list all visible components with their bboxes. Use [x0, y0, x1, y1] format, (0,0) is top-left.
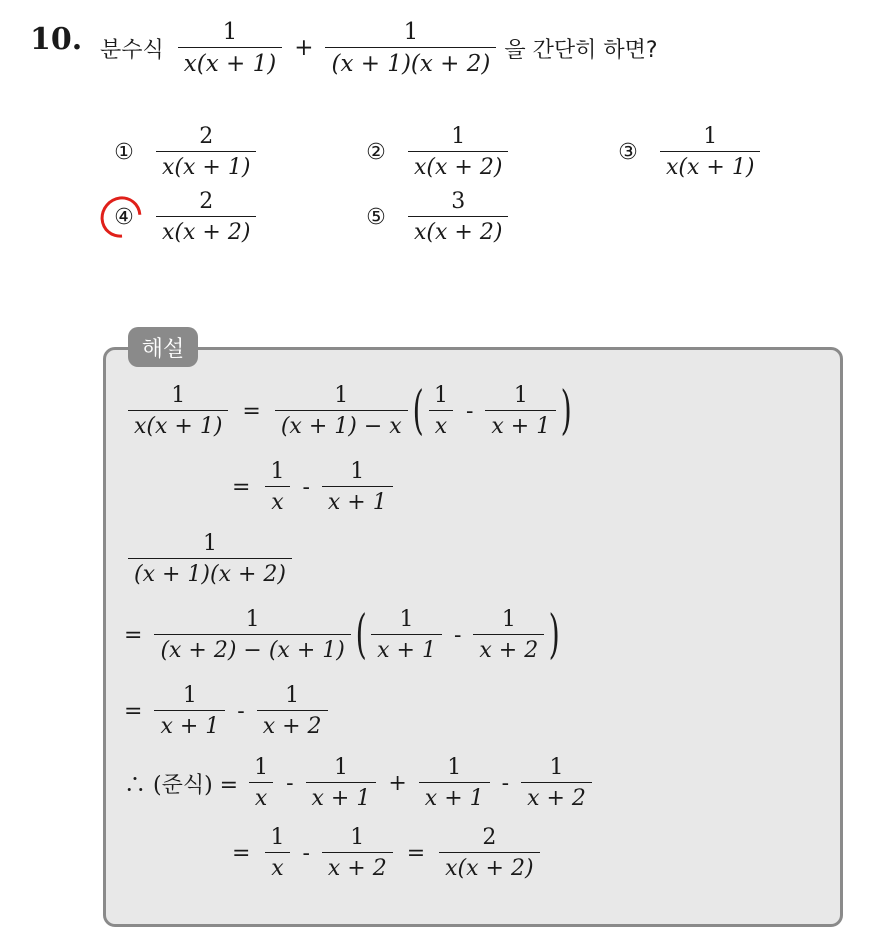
fraction: [322, 825, 393, 882]
fraction-denominator: (x + 1)(x + 2): [325, 47, 496, 77]
solution-tag: 해설: [128, 327, 198, 367]
choice-number: ①: [114, 139, 134, 165]
fraction-denominator: x(x + 2): [408, 216, 508, 245]
question-fraction-1: [178, 19, 282, 78]
fraction-denominator: x: [429, 410, 453, 439]
question-number: 10.: [30, 22, 83, 57]
solution-line-7: [222, 825, 544, 882]
minus-sign: -: [237, 698, 245, 724]
fraction-numerator: 2: [482, 825, 497, 850]
equals-sign: =: [406, 840, 426, 866]
minus-sign: -: [501, 770, 510, 796]
fraction-numerator: 1: [254, 755, 269, 780]
plus-sign: +: [294, 35, 314, 61]
fraction-numerator: 1: [350, 825, 365, 850]
minus-sign: -: [302, 840, 310, 866]
fraction-denominator: x(x + 1): [156, 151, 256, 180]
fraction: [248, 755, 274, 812]
fraction-numerator: 1: [703, 124, 718, 149]
question-fraction-2: [325, 19, 496, 78]
choice-number: ④: [114, 204, 134, 230]
fraction: [485, 383, 556, 440]
fraction: [419, 755, 490, 812]
equals-sign: =: [232, 474, 251, 500]
fraction: [439, 825, 539, 882]
solution-line-1: [124, 383, 573, 440]
fraction-numerator: 1: [171, 383, 186, 408]
fraction-denominator: x(x + 2): [408, 151, 508, 180]
fraction: [154, 683, 225, 740]
fraction: [521, 755, 592, 812]
fraction: [371, 607, 442, 664]
fraction-numerator: 1: [245, 607, 260, 632]
fraction-denominator: x: [265, 486, 289, 515]
fraction-numerator: 1: [202, 531, 217, 556]
question-prefix: 분수식: [100, 37, 164, 63]
therefore-label: ∴ (준식) =: [124, 772, 239, 798]
fraction-numerator: 1: [334, 383, 349, 408]
fraction-numerator: 1: [182, 683, 197, 708]
fraction: [428, 383, 454, 440]
fraction-denominator: x + 1: [322, 486, 393, 515]
choice-3[interactable]: [614, 124, 764, 181]
minus-sign: -: [286, 770, 294, 796]
equals-sign: =: [242, 398, 261, 424]
question-text: [100, 8, 658, 88]
choice-2[interactable]: [362, 124, 512, 181]
fraction: [257, 683, 328, 740]
right-paren: ): [548, 605, 560, 666]
fraction-numerator: 1: [451, 124, 466, 149]
choice-fraction: [408, 189, 508, 246]
fraction-numerator: 1: [501, 607, 516, 632]
left-paren: (: [355, 605, 367, 666]
choice-fraction: [660, 124, 760, 181]
solution-line-4: [124, 607, 561, 664]
fraction-denominator: x + 2: [521, 782, 592, 811]
fraction: [275, 383, 408, 440]
fraction-numerator: 1: [270, 459, 285, 484]
fraction-denominator: x + 1: [371, 634, 442, 663]
fraction-numerator: 1: [399, 607, 414, 632]
choice-fraction: [408, 124, 508, 181]
choice-number: ⑤: [366, 204, 386, 230]
fraction-denominator: x: [249, 782, 273, 811]
fraction: [154, 607, 350, 664]
fraction-denominator: x(x + 1): [128, 410, 228, 439]
question-suffix: 을 간단히 하면?: [504, 37, 658, 63]
choice-5[interactable]: [362, 189, 512, 246]
fraction: [322, 459, 393, 516]
fraction-numerator: 1: [513, 383, 528, 408]
fraction-denominator: x + 1: [154, 710, 225, 739]
fraction-denominator: x + 2: [257, 710, 328, 739]
left-paren: (: [412, 381, 424, 442]
choice-fraction: [156, 189, 256, 246]
fraction-numerator: 1: [447, 755, 462, 780]
fraction-denominator: x + 1: [419, 782, 490, 811]
fraction-numerator: 1: [549, 755, 564, 780]
fraction-denominator: x(x + 1): [178, 47, 282, 77]
right-paren: ): [560, 381, 572, 442]
fraction: [264, 459, 290, 516]
choice-number: ②: [366, 139, 386, 165]
fraction-denominator: x(x + 2): [439, 852, 539, 881]
fraction-denominator: x + 1: [485, 410, 556, 439]
fraction: [128, 531, 292, 588]
fraction-denominator: (x + 2) − (x + 1): [154, 634, 350, 663]
solution-line-2: [222, 459, 397, 516]
fraction-numerator: 3: [451, 189, 466, 214]
solution-line-3: [124, 531, 296, 588]
fraction-numerator: 1: [403, 18, 419, 45]
fraction-denominator: x + 2: [322, 852, 393, 881]
fraction: [473, 607, 544, 664]
solution-line-6: [124, 755, 596, 812]
fraction-denominator: x + 1: [306, 782, 377, 811]
choice-fraction: [156, 124, 256, 181]
fraction-denominator: x(x + 2): [156, 216, 256, 245]
choice-number: ③: [618, 139, 638, 165]
choice-1[interactable]: [110, 124, 260, 181]
fraction: [128, 383, 228, 440]
fraction-numerator: 1: [433, 383, 448, 408]
equals-sign: =: [232, 840, 251, 866]
fraction-numerator: 1: [222, 18, 238, 45]
fraction-numerator: 1: [270, 825, 285, 850]
fraction-numerator: 1: [350, 459, 365, 484]
minus-sign: -: [453, 622, 462, 648]
equals-sign: =: [124, 698, 143, 724]
fraction-numerator: 2: [199, 189, 214, 214]
fraction-denominator: x + 2: [473, 634, 544, 663]
fraction: [306, 755, 377, 812]
minus-sign: -: [302, 474, 310, 500]
fraction-denominator: (x + 1) − x: [275, 410, 408, 439]
plus-sign: +: [388, 770, 407, 796]
solution-line-5: [124, 683, 332, 740]
fraction-denominator: x(x + 1): [660, 151, 760, 180]
fraction-denominator: x: [265, 852, 289, 881]
equals-sign: =: [124, 622, 143, 648]
fraction: [264, 825, 290, 882]
fraction-numerator: 1: [333, 755, 348, 780]
fraction-numerator: 1: [285, 683, 300, 708]
minus-sign: -: [465, 398, 474, 424]
fraction-denominator: (x + 1)(x + 2): [128, 558, 292, 587]
fraction-numerator: 2: [199, 124, 214, 149]
